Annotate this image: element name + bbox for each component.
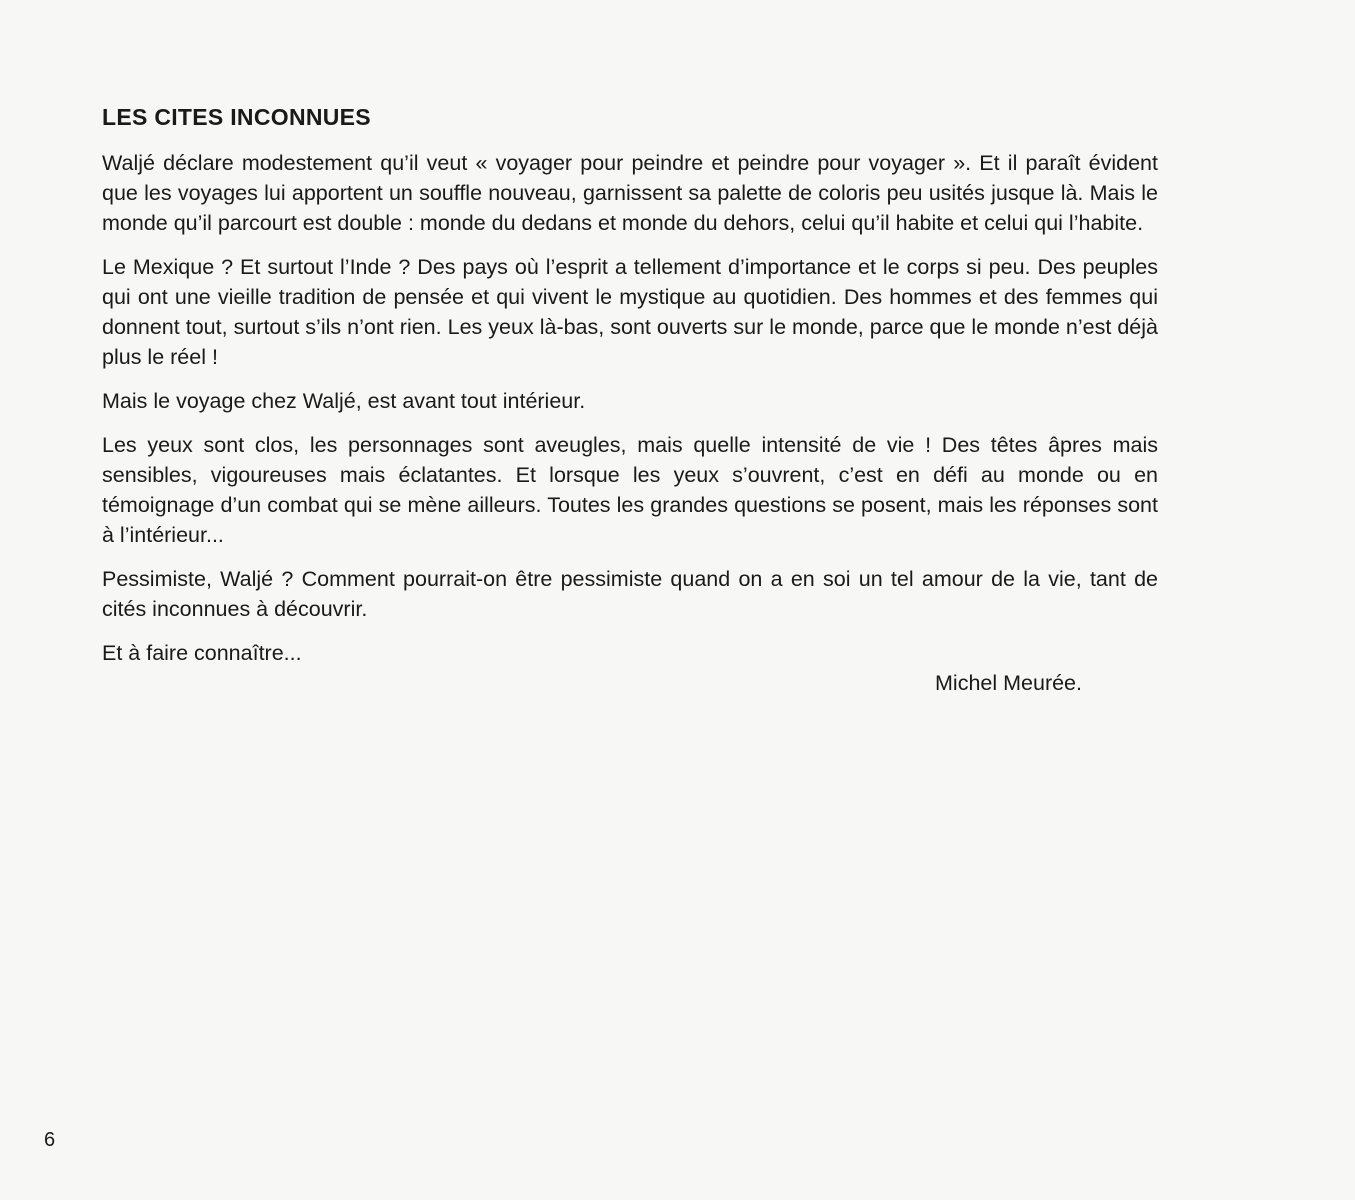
page-number: 6	[44, 1129, 56, 1151]
paragraph-1: Waljé déclare modestement qu’il veut « voyager pour peindre et peindre pour voyager ». Et il paraît évident que les voyages lui apportent un souffle nouveau, garnissent sa palette de coloris peu usités jusque là. Mais le monde qu’il parcourt est double : monde du dedans et monde du dehors, celui qu’il habite et celui qui l’habite.	[102, 151, 1158, 235]
article-body	[102, 100, 1158, 698]
paragraph-6: Et à faire connaître...	[102, 641, 302, 665]
paragraph-4: Les yeux sont clos, les personnages sont aveugles, mais quelle intensité de vie ! Des têtes âpres mais sensibles, vigoureuses mais éclatantes. Et lorsque les yeux s’ouvrent, c’est en défi au monde ou en témoignage d’un combat qui se mène ailleurs. Toutes les grandes questions se posent, mais les réponses sont à l’intérieur...	[102, 433, 1158, 547]
paragraph-2: Le Mexique ? Et surtout l’Inde ? Des pays où l’esprit a tellement d’importance et le corps si peu. Des peuples qui ont une vieille tradition de pensée et qui vivent le mystique au quotidien. Des hommes et des femmes qui donnent tout, surtout s’ils n’ont rien. Les yeux là-bas, sont ouverts sur le monde, parce que le monde n’est déjà plus le réel !	[102, 255, 1158, 369]
paragraph-3: Mais le voyage chez Waljé, est avant tout intérieur.	[102, 389, 586, 413]
author-signature: Michel Meurée.	[935, 671, 1082, 695]
article-title: LES CITES INCONNUES	[102, 104, 371, 130]
paragraph-5: Pessimiste, Waljé ? Comment pourrait-on être pessimiste quand on a en soi un tel amour de la vie, tant de cités inconnues à découvrir.	[102, 567, 1158, 621]
